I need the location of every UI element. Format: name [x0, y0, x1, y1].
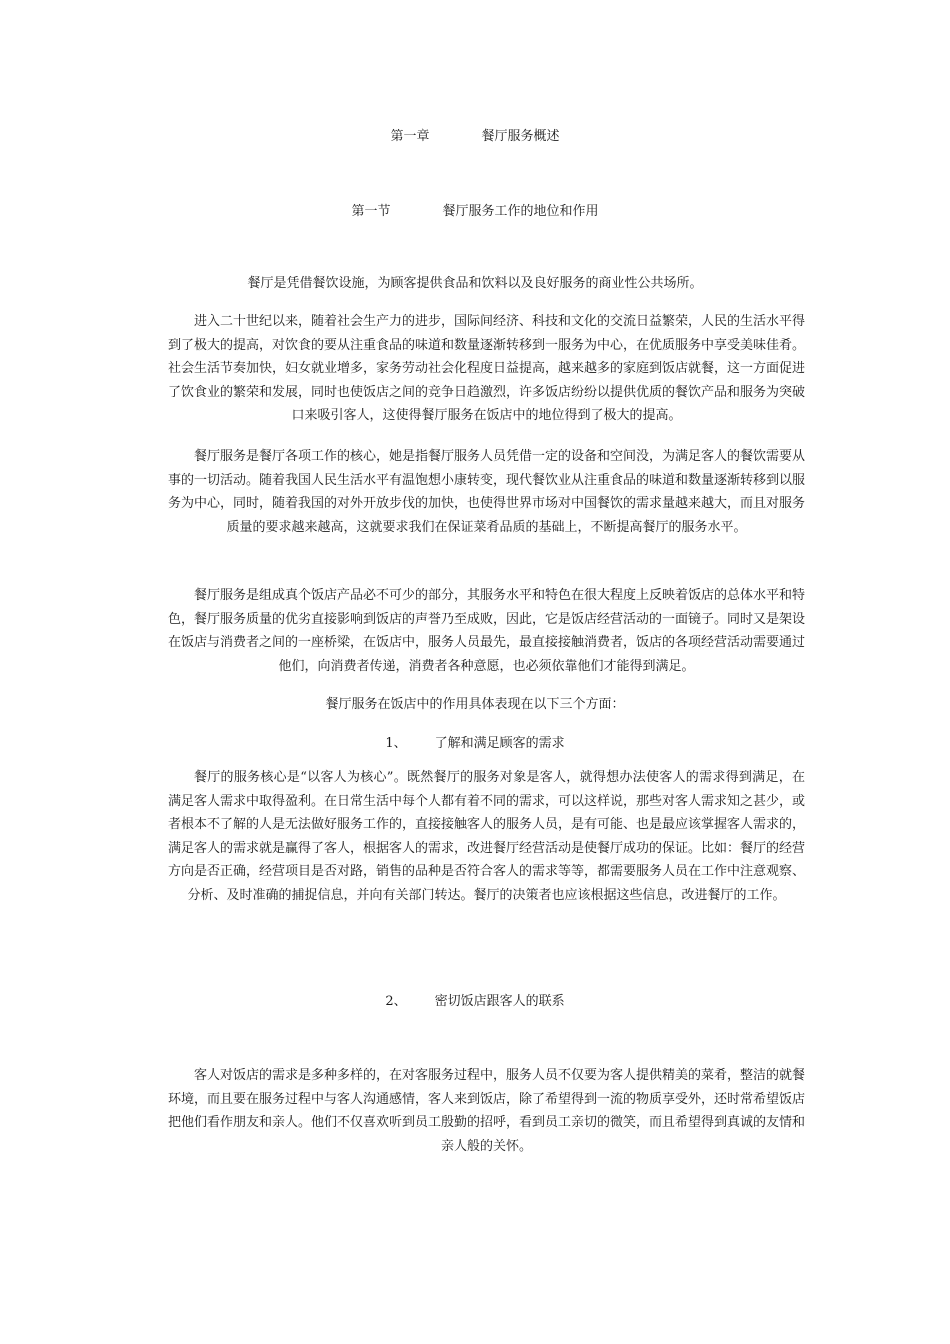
chapter-heading: [0, 127, 950, 147]
point-2-title: 密切饭店跟客人的联系: [434, 994, 565, 1009]
point-2-body: 客人对饭店的需求是多种多样的，在对客服务过程中，服务人员不仅要为客人提供精美的菜肴，整洁的就餐环境，而且要在服务过程中与客人沟通感情，客人来到饭店，除了希望得到一流的物质享受外，还时常希望饭店把他们看作朋友和亲人。他们不仅喜欢听到员工殷勤的招呼，看到员工亲切的微笑，而且希望得到真诚的友情和亲人般的关怀。: [168, 1068, 806, 1154]
section-title: 餐厅服务工作的地位和作用: [442, 204, 599, 219]
paragraph-3: 餐厅服务是组成真个饭店产品必不可少的部分，其服务水平和特色在很大程度上反映着饭店的总体水平和特色，餐厅服务质量的优劣直接影响到饭店的声誉乃至成败，因此，它是饭店经营活动的一面镜子。同时又是架设在饭店与消费者之间的一座桥梁，在饭店中，服务人员最先，最直接接触消费者，饭店的各项经营活动需要通过他们，向消费者传递，消费者各种意愿，也必须依靠他们才能得到满足。: [168, 588, 806, 674]
section-number: 第一节: [351, 204, 391, 219]
point-1-body: 餐厅的服务核心是“以客人为核心”。既然餐厅的服务对象是客人，就得想办法使客人的需求得到满足，在满足客人需求中取得盈利。在日常生活中每个人都有着不同的需求，可以这样说，那些对客人需求知之甚少，或者根本不了解的人是无法做好服务工作的，直接接触客人的服务人员，是有可能、也是最应该掌握客人需求的，满足客人的需求就是赢得了客人，根据客人的需求，改进餐厅经营活动是使餐厅成功的保证。比如：餐厅的经营方向是否正确，经营项目是否对路，销售的品种是否符合客人的需求等等，都需要服务人员在工作中注意观察、分析、及时准确的捕捉信息，并向有关部门转达。餐厅的决策者也应该根据这些信息，改进餐厅的工作。: [168, 770, 806, 903]
point-2-heading: [0, 992, 950, 1012]
paragraph-1: 进入二十世纪以来，随着社会生产力的进步，国际间经济、科技和文化的交流日益繁荣，人民的生活水平得到了极大的提高，对饮食的要从注重食品的味道和数量逐渐转移到一服务为中心，在优质服务中享受美味佳肴。社会生活节奏加快，妇女就业增多，家务劳动社会化程度日益提高，越来越多的家庭到饭店就餐，这一方面促进了饮食业的繁荣和发展，同时也使饭店之间的竞争日趋激烈，许多饭店纷纷以提供优质的餐饮产品和服务为突破口来吸引客人，这使得餐厅服务在饭店中的地位得到了极大的提高。: [168, 314, 806, 423]
lead-in-line: 餐厅服务在饭店中的作用具体表现在以下三个方面：: [325, 697, 625, 712]
paragraph-2: 餐厅服务是餐厅各项工作的核心，她是指餐厅服务人员凭借一定的设备和空间没，为满足客人的餐饮需要从事的一切活动。随着我国人民生活水平有温饱想小康转变，现代餐饮业从注重食品的味道和数量逐渐转移到以服务为中心，同时，随着我国的对外开放步伐的加快，也使得世界市场对中国餐饮的需求量越来越大，而且对服务质量的要求越来越高，这就要求我们在保证菜肴品质的基础上，不断提高餐厅的服务水平。: [168, 449, 806, 535]
chapter-number: 第一章: [390, 129, 430, 144]
chapter-title: 餐厅服务概述: [481, 129, 560, 144]
point-1-heading: [0, 734, 950, 754]
point-2-number: 2、: [385, 994, 407, 1009]
section-heading: [0, 202, 950, 222]
point-1-number: 1、: [385, 736, 407, 751]
intro-paragraph: 餐厅是凭借餐饮设施，为顾客提供食品和饮料以及良好服务的商业性公共场所。: [247, 276, 703, 291]
point-1-title: 了解和满足顾客的需求: [434, 736, 565, 751]
